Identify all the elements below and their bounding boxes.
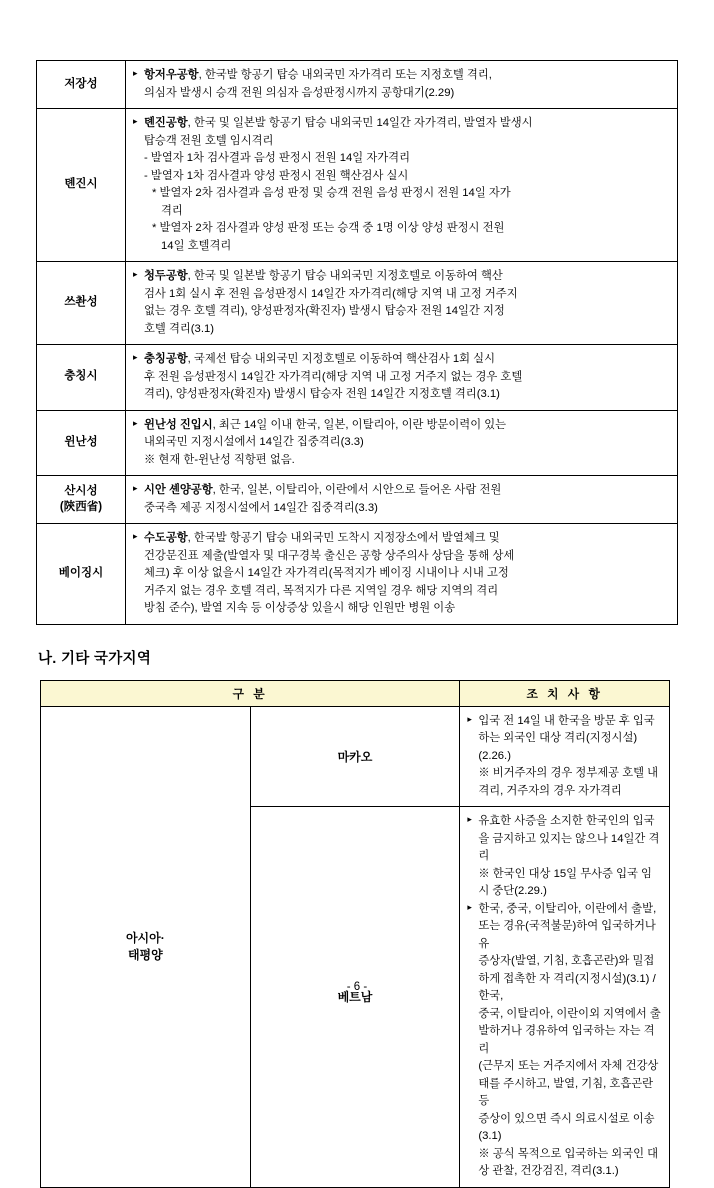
measure-note: ※ 현재 한-윈난성 직항편 없음. <box>144 453 295 466</box>
measure-line: ▸ 충칭공항, 국제선 탑승 내외국민 지정호텔로 이동하여 핵산검사 1회 실시 <box>133 351 670 369</box>
measure-line: 검사 1회 실시 후 전원 음성판정시 14일간 자가격리(해당 지역 내 고정 거주지 <box>144 287 518 300</box>
table-header-row <box>41 680 670 706</box>
measure-line: 증상자(발열, 기침, 호흡곤란)와 밀접하게 접촉한 자 격리(지정시설)(3.1) / 한국, <box>478 955 656 1002</box>
measure-note: ※ 비거주자의 경우 정부제공 호텔 내 격리, 거주자의 경우 자가격리 <box>478 767 659 797</box>
region-measures <box>126 109 678 262</box>
other-countries-table-body <box>41 706 670 1187</box>
other-countries-table-head <box>41 680 670 706</box>
section-heading: 나. 기타 국가지역 <box>38 650 152 667</box>
column-header-division: 구 분 <box>41 680 460 706</box>
country-name: 베트남 <box>250 807 460 1188</box>
region-name: 쓰촨성 <box>37 262 126 345</box>
measure-line: - 발열자 1차 검사결과 음성 판정시 전원 14일 자가격리 <box>144 152 410 164</box>
measure-line: 14일 호텔격리 <box>161 239 232 252</box>
measure-line: 후 전원 음성판정시 14일간 자가격리(해당 지역 내 고정 거주지 없는 경우 호텔 <box>144 370 523 383</box>
measure-line: 내외국민 지정시설에서 14일간 집중격리(3.3) <box>144 436 364 448</box>
column-header-measures: 조 치 사 항 <box>460 680 670 706</box>
table-row <box>37 109 678 262</box>
other-countries-table <box>40 680 670 1188</box>
measure-line: * 발열자 2차 검사결과 양성 판정 또는 승객 중 1명 이상 양성 판정시 전원 <box>152 222 505 234</box>
measure-line: ▸ 수도공항, 한국발 항공기 탑승 내외국민 도착시 지정장소에서 발열체크 및 <box>133 530 670 548</box>
region-name: 톈진시 <box>37 109 126 262</box>
measure-line: * 발열자 2차 검사결과 음성 판정 및 승객 전원 음성 판정시 전원 14일 자가 <box>152 187 511 199</box>
measure-line: (근무지 또는 거주지에서 자체 건강상태를 주시하고, 발열, 기침, 호흡곤란 등 <box>478 1060 659 1107</box>
measure-line: ▸ 입국 전 14일 내 한국을 방문 후 입국하는 외국인 대상 격리(지정시설) (2.26.) <box>467 713 662 766</box>
measure-line: - 발열자 1차 검사결과 양성 판정시 전원 핵산검사 실시 <box>144 169 409 182</box>
country-measures <box>460 706 670 807</box>
region-name: 저장성 <box>37 61 126 109</box>
region-measures <box>126 262 678 345</box>
measure-line: ▸ 톈진공항, 한국 및 일본발 항공기 탑승 내외국민 14일간 자가격리, 발열자 발생시 <box>133 115 670 133</box>
measure-line: 없는 경우 호텔 격리), 양성판정자(확진자) 발생시 탑승자 전원 14일간 지정 <box>144 305 505 317</box>
measure-line: 탑승객 전원 호텔 임시격리 <box>144 134 274 147</box>
table-row <box>37 410 678 476</box>
table-row <box>37 262 678 345</box>
measure-line: 중국, 이탈리아, 이란이외 지역에서 출발하거나 경유하여 입국하는 자는 격리 <box>478 1007 661 1055</box>
measure-line: ▸ 청두공항, 한국 및 일본발 항공기 탑승 내외국민 지정호텔로 이동하여 핵산 <box>133 268 670 286</box>
country-name: 마카오 <box>250 706 460 807</box>
measure-line: ▸ 유효한 사증을 소지한 한국인의 입국을 금지하고 있지는 않으나 14일간 격리 <box>467 813 662 866</box>
measure-line: ▸ 한국, 중국, 이탈리아, 이란에서 출발, 또는 경유(국적불문)하여 입국하거나 유 <box>467 901 662 954</box>
measure-line: 건강문진표 제출(발열자 및 대구경북 출신은 공항 상주의사 상담을 통해 상세 <box>144 549 515 562</box>
china-regions-table <box>36 60 678 625</box>
region-measures <box>126 345 678 411</box>
measure-line: 체크) 후 이상 없을시 14일간 자가격리(목적지가 베이징 시내이나 시내 고정 <box>144 567 509 579</box>
measure-line: ▸ 윈난성 진입시, 최근 14일 이내 한국, 일본, 이탈리아, 이란 방문이력이 있는 <box>133 417 670 435</box>
measure-line: 의심자 발생시 승객 전원 의심자 음성판정시까지 공항대기(2.29) <box>144 86 455 99</box>
region-name: 충칭시 <box>37 345 126 411</box>
table-row <box>37 476 678 524</box>
china-regions-table-body <box>37 61 678 625</box>
region-name: 윈난성 <box>37 410 126 476</box>
country-measures <box>460 807 670 1188</box>
region-name: 산시성 (陝西省) <box>37 476 126 524</box>
region-measures <box>126 410 678 476</box>
table-row <box>41 706 670 807</box>
measure-line: ▸ 항저우공항, 한국발 항공기 탑승 내외국민 자가격리 또는 지정호텔 격리, <box>133 67 670 85</box>
page-number: - 6 - <box>346 981 368 993</box>
measure-line: 격리 <box>161 204 183 217</box>
table-row <box>37 61 678 109</box>
measure-line: 방침 준수), 발열 지속 등 이상증상 있을시 해당 인원만 병원 이송 <box>144 602 456 614</box>
region-name: 베이징시 <box>37 524 126 625</box>
measure-line: 중국측 제공 지정시설에서 14일간 집중격리(3.3) <box>144 501 378 514</box>
table-row <box>37 524 678 625</box>
measure-note: ※ 공식 목적으로 입국하는 외국인 대상 관찰, 건강검진, 격리(3.1.) <box>478 1147 659 1177</box>
region-measures <box>126 524 678 625</box>
measure-line: ▸ 시안 셴양공항, 한국, 일본, 이탈리아, 이란에서 시안으로 들어온 사람 전원 <box>133 482 670 500</box>
measure-line: 거주지 없는 경우 호텔 격리, 목적지가 다른 지역일 경우 해당 지역의 격리 <box>144 584 499 597</box>
measure-note: ※ 한국인 대상 15일 무사증 입국 임시 중단(2.29.) <box>478 867 652 897</box>
region-group-name: 아시아· 태평양 <box>41 706 251 1187</box>
measure-line: 격리), 양성판정자(확진자) 발생시 탑승자 전원 14일간 지정호텔 격리(3.1) <box>144 388 500 400</box>
region-measures <box>126 476 678 524</box>
measure-line: 호텔 격리(3.1) <box>144 322 215 335</box>
measure-line: 증상이 있으면 즉시 의료시설로 이송(3.1) <box>478 1112 655 1142</box>
table-row <box>37 345 678 411</box>
region-measures <box>126 61 678 109</box>
